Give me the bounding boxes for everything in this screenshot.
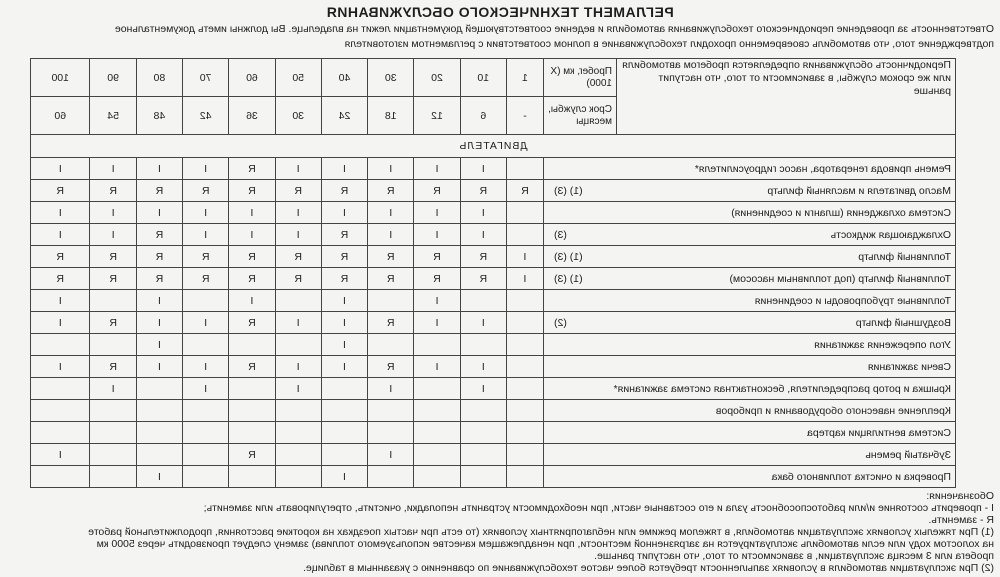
item-label-cell: [544, 290, 956, 312]
item-label-cell: [544, 246, 956, 268]
schedule-cell: [460, 444, 506, 466]
schedule-cell: R: [321, 224, 367, 246]
schedule-cell: I: [414, 356, 460, 378]
table-row: [31, 378, 956, 400]
schedule-cell: [506, 312, 543, 334]
schedule-cell: [460, 422, 506, 444]
schedule-cell: I: [414, 312, 460, 334]
section-row: [31, 135, 956, 158]
schedule-cell: [90, 400, 136, 422]
schedule-cell: [183, 290, 229, 312]
schedule-cell: [136, 378, 182, 400]
note-line: (1) При тяжелых условиях эксплуатации автомобиля, в тяжелом режиме или неблагоприятных условиях (то есть при частых поездках на короткие расстояния, продолжительной работе: [88, 526, 994, 538]
schedule-cell: [506, 356, 543, 378]
schedule-cell: I: [275, 158, 321, 180]
schedule-cell: I: [321, 290, 367, 312]
schedule-cell: [31, 334, 91, 356]
schedule-cell: I: [368, 202, 414, 224]
mileage-value: 30: [368, 59, 414, 97]
note-line: R - заменить.: [928, 514, 994, 526]
table-row: [31, 224, 956, 246]
mileage-value: 70: [183, 59, 229, 97]
schedule-cell: R: [136, 180, 182, 202]
schedule-cell: [414, 466, 460, 488]
schedule-cell: [275, 400, 321, 422]
schedule-cell: I: [414, 224, 460, 246]
schedule-cell: [368, 422, 414, 444]
schedule-cell: I: [31, 444, 91, 466]
table-row: [31, 268, 956, 290]
schedule-cell: [90, 444, 136, 466]
schedule-cell: [136, 400, 182, 422]
item-label: Проверка и очистка топливного бака: [771, 470, 951, 483]
item-label-cell: [544, 180, 956, 202]
mileage-value: 80: [136, 59, 182, 97]
schedule-cell: R: [136, 268, 182, 290]
schedule-cell: [90, 422, 136, 444]
maintenance-table-body: [31, 59, 956, 488]
months-value: 48: [136, 97, 182, 135]
mileage-header-row: [31, 59, 956, 97]
schedule-cell: R: [368, 312, 414, 334]
schedule-cell: R: [368, 356, 414, 378]
schedule-cell: R: [229, 356, 275, 378]
schedule-cell: [31, 466, 91, 488]
note-line: Обозначения:: [926, 490, 994, 502]
item-note: (1) (3): [554, 272, 583, 285]
months-value: -: [506, 97, 543, 135]
schedule-cell: R: [460, 246, 506, 268]
schedule-cell: [460, 334, 506, 356]
table-row: [31, 444, 956, 466]
schedule-cell: R: [321, 180, 367, 202]
schedule-cell: [414, 400, 460, 422]
schedule-cell: R: [31, 268, 91, 290]
table-row: [31, 466, 956, 488]
table-row: [31, 290, 956, 312]
mileage-value: 50: [275, 59, 321, 97]
mileage-value: 40: [321, 59, 367, 97]
schedule-cell: I: [321, 312, 367, 334]
schedule-cell: I: [31, 290, 91, 312]
item-label: Ремень привода генератора, насос гидроусилителя*: [694, 162, 951, 175]
table-row: [31, 158, 956, 180]
schedule-cell: [31, 422, 91, 444]
schedule-cell: [136, 444, 182, 466]
schedule-cell: R: [321, 246, 367, 268]
schedule-cell: I: [321, 466, 367, 488]
schedule-cell: [414, 378, 460, 400]
schedule-cell: [31, 378, 91, 400]
schedule-cell: R: [368, 246, 414, 268]
schedule-cell: [229, 378, 275, 400]
schedule-cell: I: [90, 158, 136, 180]
months-value: 30: [275, 97, 321, 135]
schedule-cell: I: [136, 466, 182, 488]
schedule-cell: R: [183, 246, 229, 268]
page-title: РЕГЛАМЕНТ ТЕХНИЧЕСКОГО ОБСЛУЖИВАНИЯ: [326, 4, 674, 20]
schedule-cell: [275, 444, 321, 466]
schedule-cell: I: [506, 246, 543, 268]
schedule-cell: I: [136, 158, 182, 180]
schedule-cell: R: [229, 246, 275, 268]
schedule-cell: I: [31, 202, 91, 224]
maintenance-table: [30, 58, 956, 488]
schedule-cell: I: [321, 158, 367, 180]
mileage-value: 90: [90, 59, 136, 97]
schedule-cell: R: [460, 180, 506, 202]
schedule-cell: R: [183, 180, 229, 202]
schedule-cell: [506, 290, 543, 312]
schedule-cell: I: [136, 356, 182, 378]
mileage-unit-label: Пробег, км (Х 1000): [544, 59, 617, 97]
schedule-cell: [275, 466, 321, 488]
schedule-cell: I: [229, 290, 275, 312]
item-label-cell: [544, 268, 956, 290]
schedule-cell: I: [183, 356, 229, 378]
schedule-cell: I: [183, 312, 229, 334]
schedule-cell: R: [229, 312, 275, 334]
item-label-cell: [544, 378, 956, 400]
months-value: 24: [321, 97, 367, 135]
schedule-cell: [183, 444, 229, 466]
schedule-cell: [321, 422, 367, 444]
schedule-cell: I: [31, 356, 91, 378]
schedule-cell: [368, 466, 414, 488]
schedule-cell: [275, 422, 321, 444]
item-label-cell: [544, 202, 956, 224]
item-label-cell: [544, 400, 956, 422]
schedule-cell: I: [275, 378, 321, 400]
schedule-cell: [506, 224, 543, 246]
item-label-cell: [544, 466, 956, 488]
schedule-cell: R: [506, 180, 543, 202]
schedule-cell: I: [90, 202, 136, 224]
item-label: Зубчатый ремень: [865, 448, 951, 461]
note-line: пробега или 3 месяца эксплуатации, в зависимости от того, что наступит раньше.: [594, 550, 994, 562]
schedule-cell: I: [90, 378, 136, 400]
item-label: Система охлаждения (шланги и соединения): [731, 206, 951, 219]
schedule-cell: I: [321, 334, 367, 356]
schedule-cell: I: [229, 202, 275, 224]
schedule-cell: I: [414, 158, 460, 180]
schedule-cell: [90, 466, 136, 488]
schedule-cell: I: [368, 224, 414, 246]
schedule-cell: [275, 290, 321, 312]
table-row: [31, 246, 956, 268]
schedule-cell: I: [136, 334, 182, 356]
note-line: I - проверить состояние и/или работоспособность узла и его составные части, при необходимости устранить неполадки, очистить, отрегулировать или заменить;: [203, 502, 994, 514]
item-note: (1) (3): [554, 250, 583, 263]
schedule-cell: R: [90, 356, 136, 378]
schedule-cell: [183, 334, 229, 356]
table-row: [31, 356, 956, 378]
schedule-cell: R: [414, 246, 460, 268]
schedule-cell: R: [31, 246, 91, 268]
table-row: [31, 422, 956, 444]
schedule-cell: R: [414, 180, 460, 202]
intro-line: подтверждение того, что автомобиль своевременно проходил техобслуживание в полном соответствии с регламентом изготовителя: [344, 38, 994, 50]
schedule-cell: I: [460, 378, 506, 400]
schedule-cell: R: [229, 180, 275, 202]
schedule-cell: I: [136, 312, 182, 334]
schedule-cell: [414, 444, 460, 466]
schedule-cell: [506, 466, 543, 488]
item-label: Охлаждающая жидкость: [830, 228, 951, 241]
schedule-cell: [229, 400, 275, 422]
schedule-cell: [183, 422, 229, 444]
schedule-cell: [229, 422, 275, 444]
schedule-cell: [90, 334, 136, 356]
schedule-cell: R: [275, 246, 321, 268]
schedule-cell: I: [321, 202, 367, 224]
months-value: 12: [414, 97, 460, 135]
schedule-cell: R: [90, 246, 136, 268]
item-label: Крышка и ротор распределителя, бесконтактная система зажигания*: [613, 382, 951, 395]
schedule-cell: I: [136, 290, 182, 312]
schedule-cell: I: [183, 202, 229, 224]
schedule-cell: I: [460, 202, 506, 224]
note-line: (2) При эксплуатации автомобиля в условиях запыленности требуется более частое техобслуживание по сравнению с указанным в таблице.: [303, 562, 994, 574]
months-value: 60: [31, 97, 91, 135]
schedule-cell: I: [460, 356, 506, 378]
schedule-cell: [414, 334, 460, 356]
schedule-cell: [321, 444, 367, 466]
schedule-cell: [229, 334, 275, 356]
schedule-cell: I: [275, 202, 321, 224]
item-label: Масло двигателя и масляный фильтр: [767, 184, 951, 197]
interval-description: Периодичность обслуживания определяется пробегом автомобиля или же сроком службы, в зависимости от того, что наступит раньше: [617, 59, 956, 135]
schedule-cell: R: [321, 268, 367, 290]
table-row: [31, 400, 956, 422]
schedule-cell: [506, 378, 543, 400]
months-value: 36: [229, 97, 275, 135]
schedule-cell: [506, 444, 543, 466]
schedule-cell: R: [90, 268, 136, 290]
schedule-cell: [136, 422, 182, 444]
item-label-cell: [544, 312, 956, 334]
schedule-cell: I: [183, 378, 229, 400]
schedule-cell: R: [368, 180, 414, 202]
schedule-cell: [506, 202, 543, 224]
legend-notes: [6, 490, 994, 574]
schedule-cell: [414, 422, 460, 444]
schedule-cell: I: [506, 268, 543, 290]
item-label: Воздушный фильтр: [855, 316, 951, 329]
schedule-cell: [368, 400, 414, 422]
schedule-cell: [368, 290, 414, 312]
schedule-cell: [275, 334, 321, 356]
schedule-cell: [183, 466, 229, 488]
schedule-cell: [506, 158, 543, 180]
schedule-cell: R: [275, 180, 321, 202]
mileage-value: 10: [460, 59, 506, 97]
item-label-cell: [544, 158, 956, 180]
item-label: Топливный фильтр: [858, 250, 951, 263]
schedule-cell: [460, 466, 506, 488]
item-note: (2): [554, 316, 567, 329]
schedule-cell: I: [368, 444, 414, 466]
intro-text: [6, 22, 994, 52]
table-row: [31, 312, 956, 334]
table-row: [31, 334, 956, 356]
mileage-value: 100: [31, 59, 91, 97]
schedule-cell: I: [460, 158, 506, 180]
mileage-value: 20: [414, 59, 460, 97]
table-row: [31, 202, 956, 224]
item-note: (3): [554, 228, 567, 241]
schedule-cell: R: [183, 268, 229, 290]
item-label: Свечи зажигания: [867, 360, 951, 373]
schedule-cell: R: [136, 246, 182, 268]
schedule-cell: [90, 290, 136, 312]
item-label: Топливный фильтр (под топливным насосом): [729, 272, 951, 285]
item-label-cell: [544, 224, 956, 246]
schedule-cell: I: [368, 378, 414, 400]
schedule-cell: R: [368, 268, 414, 290]
schedule-cell: [321, 378, 367, 400]
table-row: [31, 180, 956, 202]
schedule-cell: R: [31, 180, 91, 202]
item-label: Крепление навесного оборудования и приборов: [715, 404, 951, 417]
schedule-cell: I: [460, 312, 506, 334]
schedule-cell: R: [90, 180, 136, 202]
months-value: 42: [183, 97, 229, 135]
schedule-cell: R: [229, 444, 275, 466]
schedule-cell: I: [368, 158, 414, 180]
schedule-cell: I: [275, 356, 321, 378]
schedule-cell: I: [136, 202, 182, 224]
schedule-cell: I: [460, 224, 506, 246]
schedule-cell: I: [275, 224, 321, 246]
schedule-cell: I: [31, 312, 91, 334]
schedule-cell: I: [414, 290, 460, 312]
schedule-cell: [368, 334, 414, 356]
note-line: на холостом ходу или если автомобиль эксплуатируется на загрязненной местности, при ненадлежащем качестве используемого топлива) замену следует производить через 5000 км: [96, 538, 994, 550]
schedule-cell: I: [183, 224, 229, 246]
schedule-cell: [460, 400, 506, 422]
intro-line: Ответственность за проведение периодического техобслуживания автомобиля и ведение соответствующей документации лежит на владельце. Вы должны иметь документальное: [114, 23, 994, 35]
months-value: 6: [460, 97, 506, 135]
schedule-cell: I: [183, 158, 229, 180]
mileage-value: 60: [229, 59, 275, 97]
item-label: Топливные трубопроводы и соединения: [754, 294, 951, 307]
schedule-cell: [506, 400, 543, 422]
item-label-cell: [544, 334, 956, 356]
mileage-value: 1: [506, 59, 543, 97]
item-label-cell: [544, 422, 956, 444]
item-label: Система вентиляции картера: [807, 426, 951, 439]
schedule-cell: R: [229, 158, 275, 180]
months-value: 18: [368, 97, 414, 135]
schedule-cell: R: [229, 268, 275, 290]
schedule-cell: [229, 466, 275, 488]
item-note: (1) (3): [554, 184, 583, 197]
schedule-cell: R: [275, 268, 321, 290]
schedule-cell: [183, 400, 229, 422]
schedule-cell: [321, 400, 367, 422]
schedule-cell: I: [414, 202, 460, 224]
schedule-cell: [506, 334, 543, 356]
section-title-engine: ДВИГАТЕЛЬ: [31, 135, 956, 158]
schedule-cell: R: [460, 268, 506, 290]
schedule-cell: [31, 400, 91, 422]
schedule-cell: R: [90, 312, 136, 334]
schedule-cell: R: [414, 268, 460, 290]
schedule-cell: I: [229, 224, 275, 246]
schedule-cell: I: [31, 158, 91, 180]
schedule-cell: [506, 422, 543, 444]
schedule-cell: I: [90, 224, 136, 246]
item-label-cell: [544, 444, 956, 466]
schedule-cell: I: [31, 224, 91, 246]
item-label: Угол опережения зажигания: [814, 338, 951, 351]
months-unit-label: Срок службы, месяцы: [544, 97, 617, 135]
schedule-cell: I: [321, 356, 367, 378]
months-value: 54: [90, 97, 136, 135]
schedule-cell: [460, 290, 506, 312]
item-label-cell: [544, 356, 956, 378]
schedule-cell: R: [136, 224, 182, 246]
schedule-cell: I: [275, 312, 321, 334]
